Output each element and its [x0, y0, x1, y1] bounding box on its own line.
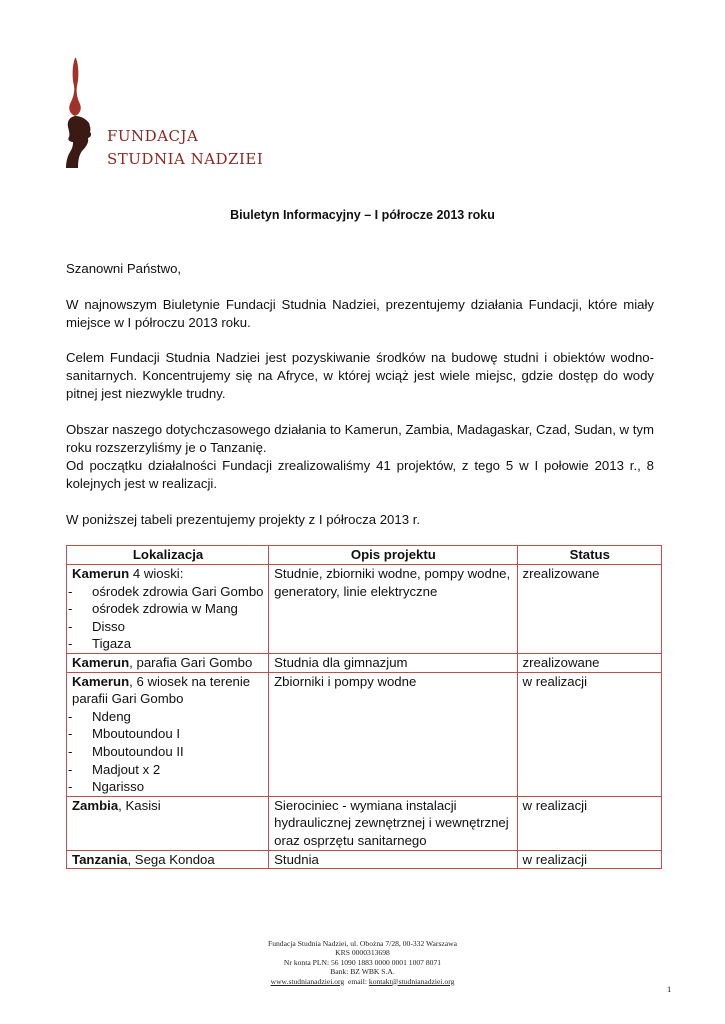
- location-cell: [67, 850, 269, 869]
- status-cell: w realizacji: [517, 796, 661, 850]
- page-footer: [0, 939, 725, 986]
- location-cell: [67, 653, 269, 672]
- email-link[interactable]: kontakt@studnianadziei.org: [368, 976, 455, 986]
- header-location: Lokalizacja: [67, 546, 269, 565]
- header-status: Status: [517, 546, 661, 565]
- status-cell: w realizacji: [517, 672, 661, 796]
- location-detail: , 6 wiosek na terenie parafii Gari Gombo: [72, 673, 251, 707]
- location-detail: , parafia Gari Gombo: [129, 654, 253, 670]
- description-cell: Studnia dla gimnazjum: [269, 653, 517, 672]
- intro-paragraph: W najnowszym Biuletynie Fundacji Studnia Nadziei, prezentujemy działania Fundacji, które miały miejsce w I półroczu 2013 roku.: [66, 297, 654, 330]
- list-item: - ośrodek zdrowia Gari Gombo: [72, 583, 264, 601]
- footer-contact: [0, 977, 725, 986]
- list-item: - Tigaza: [72, 635, 264, 653]
- logo-text-line2: STUDNIA NADZIEI: [107, 150, 264, 168]
- list-item: - ośrodek zdrowia w Mang: [72, 600, 264, 618]
- table-row: [67, 850, 662, 869]
- table-row: [67, 796, 662, 850]
- table-row: [67, 653, 662, 672]
- list-item: - Madjout x 2: [72, 761, 264, 779]
- footer-account: Nr konta PLN: 56 1090 1883 0000 0001 1007 8071: [283, 957, 442, 967]
- location-country: Zambia: [72, 797, 119, 813]
- village-list: [72, 583, 264, 653]
- location-detail: 4 wioski:: [129, 566, 184, 581]
- footer-krs: KRS 0000313698: [335, 948, 390, 958]
- greeting: Szanowni Państwo,: [66, 261, 182, 276]
- list-item: - Ndeng: [72, 708, 264, 726]
- list-item: - Mboutoundou II: [72, 743, 264, 761]
- location-country: Kamerun: [72, 566, 130, 581]
- table-intro: W poniższej tabeli prezentujemy projekty z I półrocza 2013 r.: [66, 512, 421, 527]
- header-description: Opis projektu: [269, 546, 517, 565]
- area-text: Obszar naszego dotychczasowego działania to Kamerun, Zambia, Madagaskar, Czad, Sudan, w tym roku rozszerzyliśmy je o Tanzanię.: [66, 422, 654, 455]
- goal-paragraph: Celem Fundacji Studnia Nadziei jest pozyskiwanie środków na budowę studni i obiektów wodno-sanitarnych. Koncentrujemy się na Afryce, w której wciąż jest wiele miejsc, gdzie dostęp do wody pitnej jest niezwykle trudny.: [66, 350, 654, 401]
- footer-address: Fundacja Studnia Nadziei, ul. Obożna 7/28, 00-332 Warszawa: [267, 939, 458, 948]
- status-cell: zrealizowane: [517, 653, 661, 672]
- logo-silhouette: [66, 116, 91, 168]
- logo-text-line1: FUNDACJA: [107, 127, 199, 145]
- footer-bank: Bank: BZ WBK S.A.: [330, 967, 395, 977]
- location-cell: [67, 672, 269, 796]
- location-cell: [67, 565, 269, 654]
- location-country: Tanzania: [72, 851, 128, 867]
- description-cell: Zbiorniki i pompy wodne: [269, 672, 517, 796]
- description-cell: Studnie, zbiorniki wodne, pompy wodne, generatory, linie elektryczne: [269, 565, 517, 654]
- location-detail: , Sega Kondoa: [127, 851, 215, 867]
- area-and-projects-paragraph: [66, 421, 654, 493]
- status-cell: w realizacji: [517, 850, 661, 869]
- description-cell: Sierociniec - wymiana instalacji hydraulicznej zewnętrznej i wewnętrznej oraz osprzętu sanitarnego: [269, 796, 517, 850]
- logo-vessel: [69, 58, 81, 116]
- village-list: [72, 708, 264, 796]
- list-item: - Mboutoundou I: [72, 725, 264, 743]
- status-cell: zrealizowane: [517, 565, 661, 654]
- table-row: [67, 565, 662, 654]
- description-cell: Studnia: [269, 850, 517, 869]
- document-title: Biuletyn Informacyjny – I półrocze 2013 roku: [230, 208, 495, 222]
- list-item: - Disso: [72, 618, 264, 636]
- list-item: - Ngarisso: [72, 778, 264, 796]
- email-label: email:: [348, 976, 367, 986]
- location-country: Kamerun: [72, 654, 130, 670]
- location-cell: [67, 796, 269, 850]
- page-number: 1: [667, 984, 672, 994]
- location-country: Kamerun: [72, 673, 130, 689]
- table-row: [67, 672, 662, 796]
- website-link[interactable]: www.studnianadziei.org: [270, 976, 345, 986]
- table-header-row: [67, 546, 662, 565]
- location-detail: , Kasisi: [118, 797, 161, 813]
- projects-text: Od początku działalności Fundacji zrealizowaliśmy 41 projektów, z tego 5 w I połowie 2013 r., 8 kolejnych jest w realizacji.: [66, 458, 654, 491]
- projects-table: [66, 545, 662, 869]
